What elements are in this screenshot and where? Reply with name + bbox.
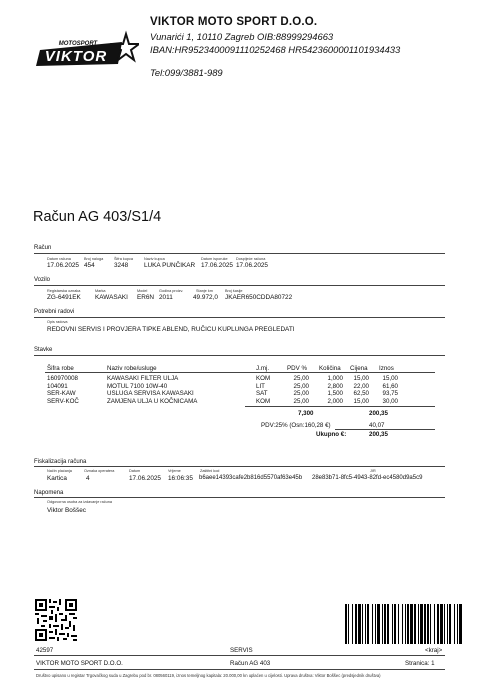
item-jmj: SAT — [256, 390, 268, 397]
col-jmj: J.mj. — [256, 365, 270, 372]
item-jmj: KOM — [256, 375, 271, 382]
divider — [34, 466, 445, 467]
section-vozilo: Vozilo — [34, 277, 51, 283]
ukupno-label: Ukupno €: — [316, 431, 347, 438]
footer-page: Stranica: 1 — [405, 660, 435, 667]
value-jir: 28e83b71-8fc5-4943-82fd-ec4580d9a5c9 — [312, 475, 423, 481]
value-vrijeme: 16:06:35 — [168, 475, 193, 482]
label-datum: Datum — [129, 469, 141, 473]
label-registarska: Registarska oznaka — [47, 289, 81, 293]
pdv-label: PDV:25% (Osn:160,28 €) — [261, 422, 331, 429]
value-datum-racuna: 17.06.2025 — [47, 262, 79, 269]
value-nacin-placanja: Kartica — [47, 475, 67, 482]
label-datum-racuna: Datum računa — [47, 257, 71, 261]
value-oznaka-operatera: 4 — [86, 475, 90, 482]
company-name: VIKTOR MOTO SPORT D.O.O. — [150, 16, 318, 28]
item-naziv: USLUGA SERVISA KAWASAKI — [107, 390, 194, 397]
qr-code — [34, 598, 78, 642]
divider — [34, 497, 445, 498]
value-zastitni-kod: b6aee14393cafe2b816d5570af63e45b — [199, 475, 303, 481]
item-kolicina: 2,800 — [327, 382, 343, 390]
divider — [34, 655, 445, 656]
bottom-servis: SERVIS — [230, 647, 253, 654]
footer-company: VIKTOR MOTO SPORT D.O.O. — [36, 660, 123, 667]
section-fiskalizacija: Fiskalizacija računa — [34, 459, 87, 465]
item-sifra: 104091 — [47, 382, 68, 390]
label-vrijeme: Vrijeme — [168, 469, 181, 473]
value-opis-radova: REDOVNI SERVIS I PROVJERA TIPKE ABLEND, RUČICU KUPLUNGA PREGLEDATI — [47, 326, 295, 333]
label-naziv-kupca: Naziv kupca — [144, 257, 165, 261]
total-quantity: 7,300 — [298, 410, 314, 417]
col-naziv: Naziv robe/usluge — [107, 365, 157, 372]
value-dospijece: 17.06.2025 — [236, 262, 268, 269]
subtotal: 200,35 — [369, 410, 388, 417]
label-zastitni-kod: Zaštitni kod — [200, 469, 220, 473]
item-sifra: SER-KAW — [47, 390, 76, 397]
item-naziv: MOTUL 7100 10W-40 — [107, 382, 168, 390]
item-pdv: 25,00 — [293, 397, 309, 405]
svg-text:VIKTOR: VIKTOR — [44, 48, 108, 65]
item-iznos: 15,00 — [382, 375, 398, 382]
label-opis-radova: Opis radova — [47, 320, 68, 324]
item-naziv: KAWASAKI FILTER ULJA — [107, 375, 179, 382]
svg-text:MOTOSPORT: MOTOSPORT — [58, 41, 98, 47]
section-stavke: Stavke — [34, 347, 53, 353]
section-radovi: Potrebni radovi — [34, 309, 75, 315]
ukupno-value: 200,35 — [369, 431, 388, 438]
divider — [45, 372, 435, 373]
label-model: Model — [137, 289, 148, 293]
label-dospijece: Dospijeće računa — [236, 257, 266, 261]
item-cijena: 22,00 — [353, 382, 369, 390]
item-iznos: 61,60 — [382, 382, 398, 390]
col-cijena: Cijena — [350, 365, 368, 372]
item-iznos: 30,00 — [382, 397, 398, 405]
bottom-code: 42597 — [36, 647, 54, 654]
value-stanje-km: 49.972,0 — [193, 294, 218, 301]
divider — [34, 669, 445, 670]
item-kolicina: 1,500 — [327, 390, 343, 397]
divider — [34, 355, 445, 356]
value-datum-isporuke: 17.06.2025 — [201, 262, 233, 269]
value-odgovorna-osoba: Viktor Boššec — [47, 507, 86, 514]
value-model: ER6N — [137, 294, 155, 301]
barcode — [345, 604, 464, 644]
value-marka: KAWASAKI — [95, 294, 128, 301]
item-kolicina: 2,000 — [327, 397, 343, 405]
company-iban: IBAN:HR9523400091110252468 HR5423600001101934433 — [150, 44, 401, 55]
section-napomena: Napomena — [34, 490, 64, 496]
divider — [335, 429, 435, 430]
value-naziv-kupca: LUKA PUNČIKAR — [144, 262, 196, 269]
bottom-kraj: <kraj> — [425, 647, 443, 654]
value-broj-sasije: JKAER650CDDA80722 — [225, 294, 293, 301]
item-iznos: 93,75 — [382, 390, 398, 397]
divider — [34, 317, 445, 318]
label-marka: Marka — [95, 289, 106, 293]
label-nacin-placanja: Način plaćanja — [47, 469, 72, 473]
item-cijena: 62,50 — [353, 390, 369, 397]
value-datum: 17.06.2025 — [129, 475, 161, 482]
item-sifra: 160970008 — [47, 375, 78, 382]
col-iznos: Iznos — [379, 365, 394, 372]
item-jmj: KOM — [256, 397, 271, 405]
label-broj-sasije: Broj šasije — [225, 289, 243, 293]
value-registarska: ZG-6491EK — [47, 294, 81, 301]
label-jir: JIR — [370, 469, 376, 473]
item-cijena: 15,00 — [353, 375, 369, 382]
item-pdv: 25,00 — [293, 390, 309, 397]
footer-legal: Društvo upisano u registar Trgovačkog suda u Zagrebu pod br. 080560119, iznos temeljnog kapitala: 20.000,00 kn uplaćen u cijelosti. Uprava društva: Viktor Boššec (predsjednik društva) — [36, 673, 381, 678]
company-address: Vunarići 1, 10110 Zagreb OIB:88999294663 — [150, 31, 334, 42]
footer-document: Račun AG 403 — [230, 660, 271, 667]
item-pdv: 25,00 — [293, 382, 309, 390]
value-sifra-kupca: 3248 — [114, 262, 129, 269]
company-phone: Tel:099/3881-989 — [150, 67, 223, 78]
label-odgovorna-osoba: Odgovorna osoba za izdavanje računa — [47, 500, 113, 504]
label-broj-naloga: Broj naloga — [84, 257, 104, 261]
col-kolicina: Količina — [319, 365, 341, 372]
pdv-value: 40,07 — [369, 422, 385, 429]
item-naziv: ZAMJENA ULJA U KOČNICAMA — [107, 397, 198, 405]
divider — [34, 285, 445, 286]
invoice-title: Račun AG 403/S1/4 — [33, 209, 162, 225]
value-godina: 2011 — [159, 294, 173, 301]
label-godina: Godina proizv. — [159, 289, 184, 293]
item-cijena: 15,00 — [353, 397, 369, 405]
item-pdv: 25,00 — [293, 375, 309, 382]
col-sifra-robe: Šifra robe — [47, 365, 74, 372]
label-oznaka-operatera: Oznaka operatera — [84, 469, 115, 473]
divider — [245, 406, 435, 407]
label-stanje-km: Stanje km — [196, 289, 213, 293]
label-datum-isporuke: Datum isporuke — [201, 257, 228, 261]
section-racun: Račun — [34, 245, 52, 251]
item-jmj: LIT — [256, 382, 265, 390]
company-logo — [34, 28, 139, 70]
divider — [34, 253, 445, 254]
label-sifra-kupca: Šifra kupca — [114, 257, 133, 261]
value-broj-naloga: 454 — [84, 262, 95, 269]
item-kolicina: 1,000 — [327, 375, 343, 382]
col-pdv: PDV % — [287, 365, 307, 372]
item-sifra: SERV-KOČ — [47, 397, 79, 405]
